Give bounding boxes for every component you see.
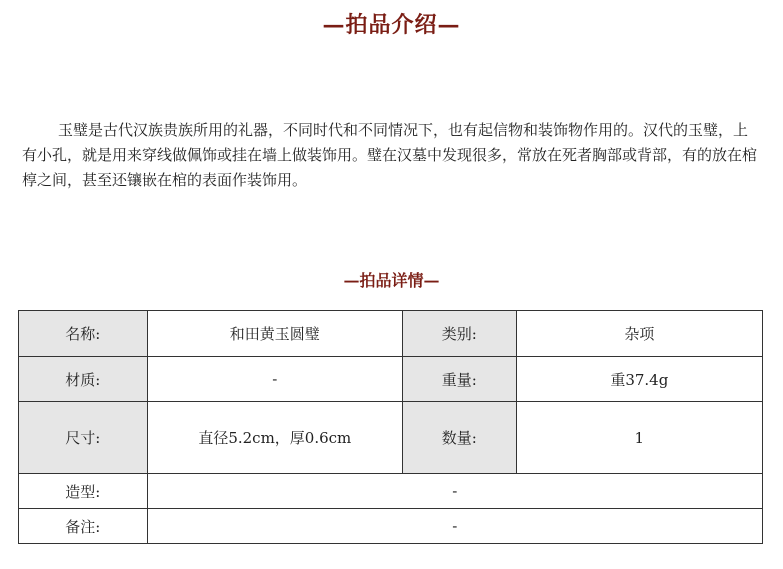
remarks-value: - xyxy=(147,509,762,544)
shape-value: - xyxy=(147,474,762,509)
size-label: 尺寸: xyxy=(19,402,148,474)
table-row xyxy=(19,509,763,544)
category-label: 类别: xyxy=(402,311,516,357)
weight-label: 重量: xyxy=(402,357,516,402)
size-value: 直径5.2cm，厚0.6cm xyxy=(147,402,402,474)
weight-value: 重37.4g xyxy=(516,357,762,402)
material-value: - xyxy=(147,357,402,402)
table-row xyxy=(19,474,763,509)
details-table xyxy=(18,310,763,544)
table-row xyxy=(19,402,763,474)
remarks-label: 备注: xyxy=(19,509,148,544)
shape-label: 造型: xyxy=(19,474,148,509)
table-row xyxy=(19,357,763,402)
section-title-details: —拍品详情— xyxy=(343,271,440,290)
quantity-label: 数量: xyxy=(402,402,516,474)
category-value: 杂项 xyxy=(516,311,762,357)
name-value: 和田黄玉圆璧 xyxy=(147,311,402,357)
name-label: 名称: xyxy=(19,311,148,357)
quantity-value: 1 xyxy=(516,402,762,474)
table-row xyxy=(19,311,763,357)
section-title-intro: —拍品介绍— xyxy=(322,12,461,38)
material-label: 材质: xyxy=(19,357,148,402)
intro-paragraph: 玉璧是古代汉族贵族所用的礼器，不同时代和不同情况下，也有起信物和装饰物作用的。汉代的玉璧，上有小孔，就是用来穿线做佩饰或挂在墙上做装饰用。璧在汉墓中发现很多，常放在死者胸部或背部，有的放在棺椁之间，甚至还镶嵌在棺的表面作装饰用。 xyxy=(22,121,758,189)
